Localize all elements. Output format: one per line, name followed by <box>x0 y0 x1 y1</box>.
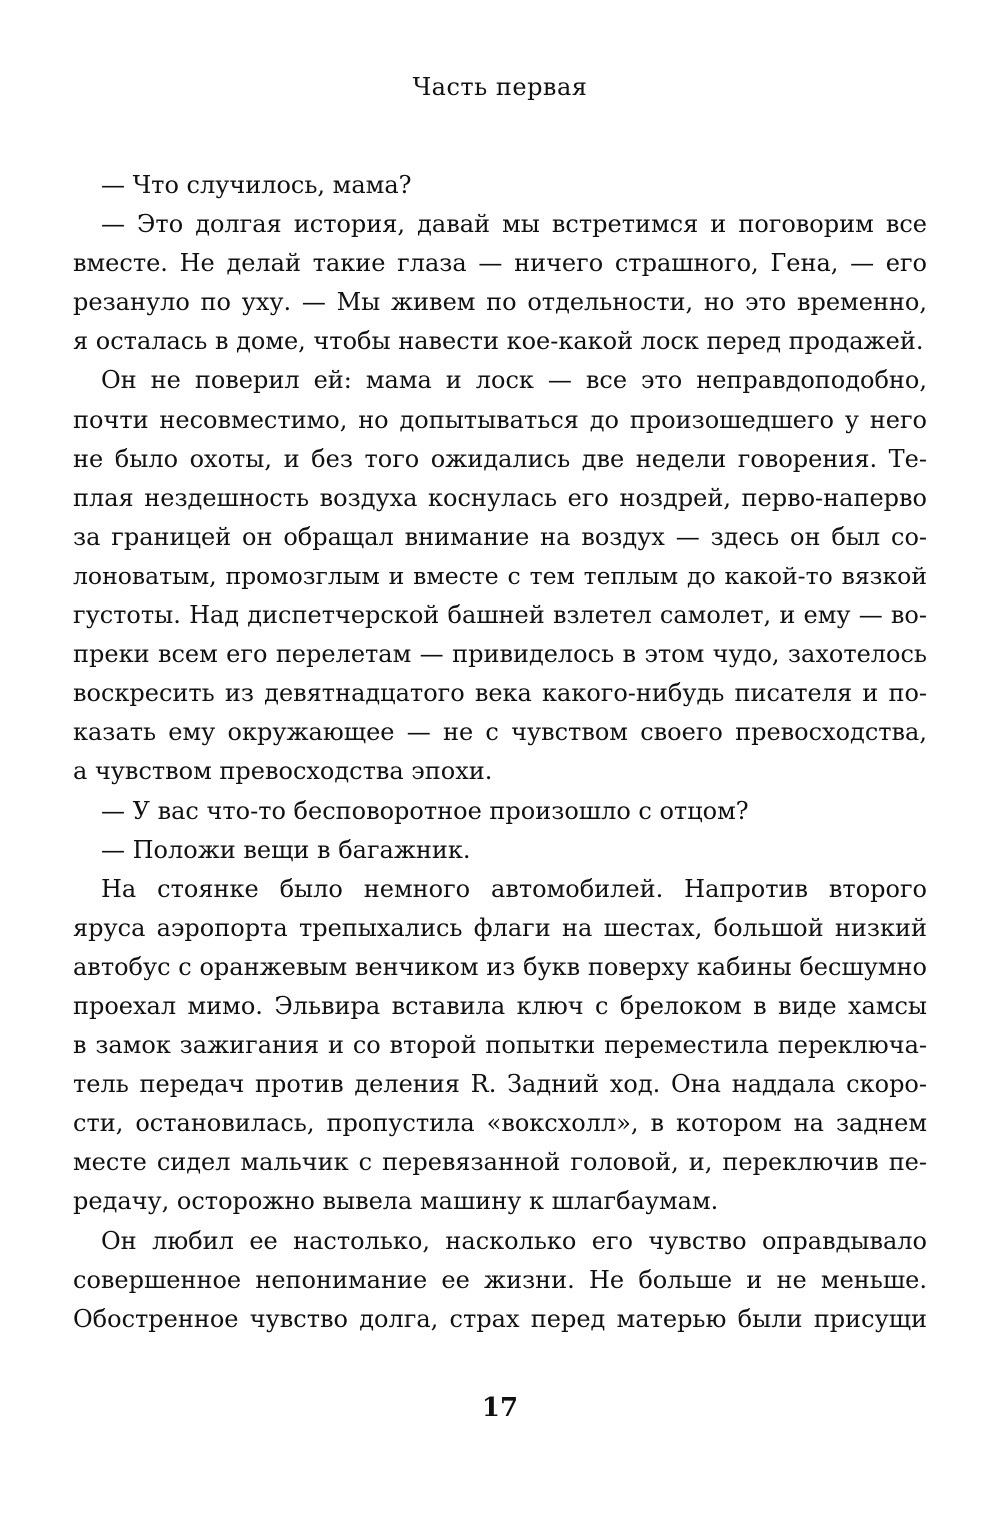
text-line: плая нездешность воздуха коснулась его ноздрей, перво-наперво <box>73 483 927 512</box>
text-line: в замок зажигания и со второй попытки переместила переключа- <box>73 1031 927 1060</box>
text-line: не было охоты, и без того ожидались две недели говорения. Те- <box>73 444 927 473</box>
text-line: резануло по уху. — Мы живем по отдельности, но это временно, <box>73 288 927 317</box>
running-head: Часть первая <box>412 73 588 101</box>
text-line: преки всем его перелетам — привиделось в этом чудо, захотелось <box>73 640 927 669</box>
text-line: редачу, осторожно вывела машину к шлагбаумам. <box>73 1187 719 1216</box>
text-line: густоты. Над диспетчерской башней взлетел самолет, и ему — во- <box>73 601 927 630</box>
text-line: казать ему окружающее — не с чувством своего превосходства, <box>73 718 927 747</box>
text-line: почти несовместимо, но допытываться до произошедшего у него <box>73 405 927 434</box>
text-line: — У вас что-то бесповоротное произошло с отцом? <box>101 796 749 825</box>
text-line: месте сидел мальчик с перевязанной головой, и, переключив пе- <box>73 1148 927 1177</box>
text-line: за границей он обращал внимание на воздух — здесь он был со- <box>73 522 927 551</box>
text-line: вместе. Не делай такие глаза — ничего страшного, Гена, — его <box>73 249 927 278</box>
text-line: яруса аэропорта трепыхались флаги на шестах, большой низкий <box>73 913 927 942</box>
page-number: 17 <box>481 1393 519 1423</box>
text-line: На стоянке было немного автомобилей. Напротив второго <box>101 874 927 903</box>
text-line: автобус с оранжевым венчиком из букв поверху кабины бесшумно <box>73 952 927 981</box>
text-line: Он не поверил ей: мама и лоск — все это неправдоподобно, <box>101 366 927 395</box>
text-line: проехал мимо. Эльвира вставила ключ с брелоком в виде хамсы <box>73 991 927 1020</box>
text-line: Обостренное чувство долга, страх перед матерью были присущи <box>73 1304 927 1333</box>
text-line: — Это долгая история, давай мы встретимся и поговорим все <box>101 210 927 239</box>
text-line: тель передач против деления R. Задний ход. Она наддала скоро- <box>73 1070 927 1099</box>
text-line: — Что случилось, мама? <box>101 171 412 199</box>
text-line: — Положи вещи в багажник. <box>101 835 471 864</box>
text-line: Он любил ее настолько, насколько его чувство оправдывало <box>101 1226 927 1255</box>
text-line: сти, остановилась, пропустила «воксхолл», в котором на заднем <box>73 1109 927 1138</box>
body-text <box>73 166 927 1339</box>
text-line: а чувством превосходства эпохи. <box>73 757 493 786</box>
text-line: лоноватым, промозглым и вместе с тем теплым до какой-то вязкой <box>73 561 927 590</box>
text-line: воскресить из девятнадцатого века какого-нибудь писателя и по- <box>73 679 927 708</box>
text-line: совершенное непонимание ее жизни. Не больше и не меньше. <box>73 1265 927 1294</box>
text-line: я осталась в доме, чтобы навести кое-какой лоск перед продажей. <box>73 327 924 356</box>
